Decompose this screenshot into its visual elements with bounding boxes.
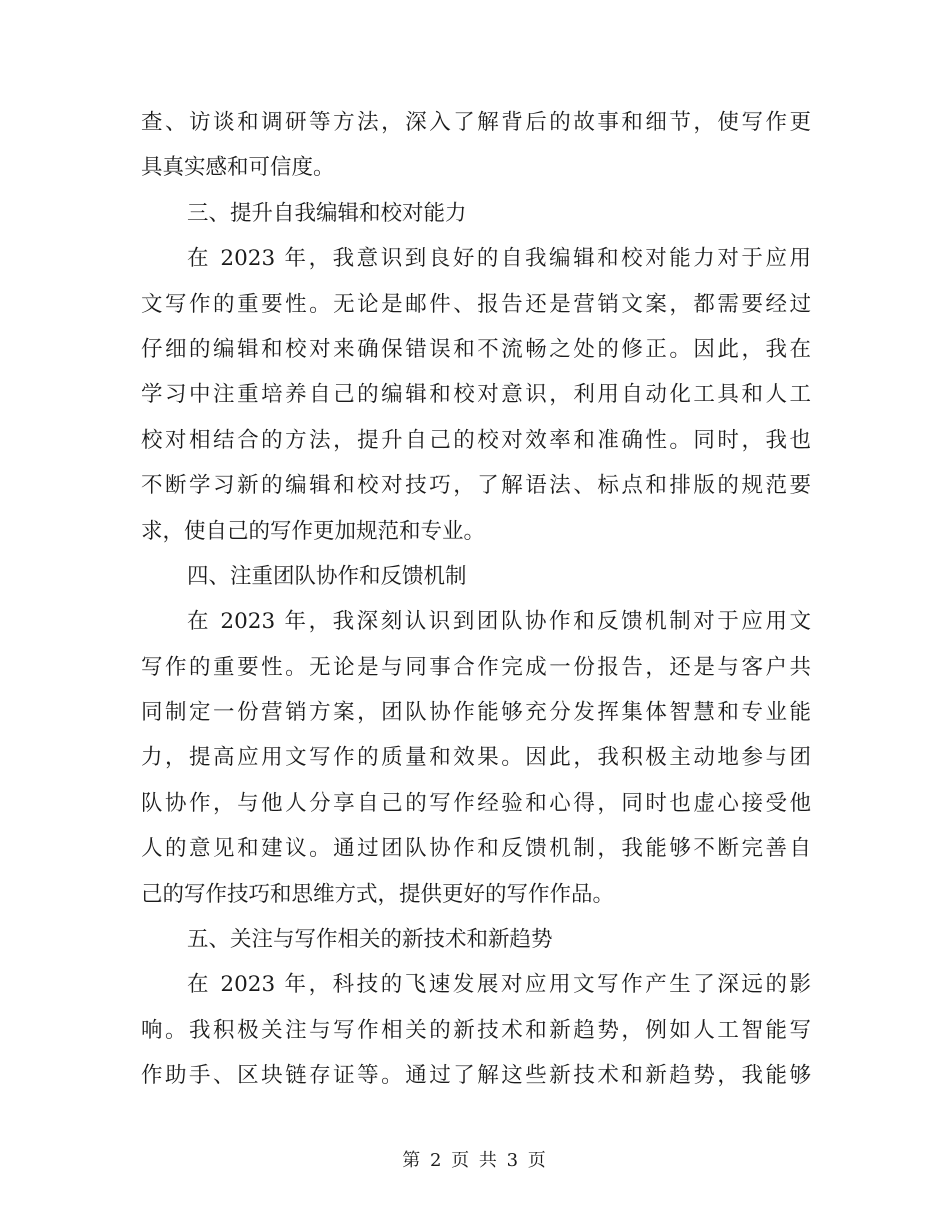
text-line: 在 2023 年，我深刻认识到团队协作和反馈机制对于应用文	[187, 609, 811, 635]
paragraph-section-3	[141, 236, 811, 554]
text-line: 人的意见和建议。通过团队协作和反馈机制，我能够不断完善自	[141, 836, 811, 862]
text-line: 查、访谈和调研等方法，深入了解背后的故事和细节，使写作更	[141, 110, 811, 135]
text-line: 己的写作技巧和思维方式，提供更好的写作作品。	[141, 881, 615, 907]
text-line: 文写作的重要性。无论是邮件、报告还是营销文案，都需要经过	[141, 291, 811, 317]
text-line: 学习中注重培养自己的编辑和校对意识，利用自动化工具和人工	[141, 382, 811, 408]
text-line: 响。我积极关注与写作相关的新技术和新趋势，例如人工智能写	[141, 1017, 811, 1043]
section-heading-4: 四、注重团队协作和反馈机制	[187, 563, 467, 589]
text-line: 队协作，与他人分享自己的写作经验和心得，同时也虚心接受他	[141, 790, 811, 816]
document-body	[141, 100, 811, 1099]
text-line: 作助手、区块链存证等。通过了解这些新技术和新趋势，我能够	[141, 1063, 811, 1089]
text-line: 写作的重要性。无论是与同事合作完成一份报告，还是与客户共	[141, 654, 811, 680]
text-line: 力，提高应用文写作的质量和效果。因此，我积极主动地参与团	[141, 745, 811, 771]
section-heading-3: 三、提升自我编辑和校对能力	[187, 200, 467, 226]
text-line: 具真实感和可信度。	[141, 155, 335, 181]
paragraph-section-4	[141, 599, 811, 917]
text-line: 求，使自己的写作更加规范和专业。	[141, 518, 486, 544]
paragraph-section-5	[141, 962, 811, 1098]
text-line: 在 2023 年，我意识到良好的自我编辑和校对能力对于应用	[187, 246, 811, 272]
text-line: 同制定一份营销方案，团队协作能够充分发挥集体智慧和专业能	[141, 700, 811, 726]
page-number-footer: 第 2 页 共 3 页	[402, 1150, 548, 1171]
text-line: 在 2023 年，科技的飞速发展对应用文写作产生了深远的影	[187, 972, 811, 998]
paragraph-continued	[141, 100, 811, 191]
text-line: 不断学习新的编辑和校对技巧，了解语法、标点和排版的规范要	[141, 473, 811, 499]
text-line: 校对相结合的方法，提升自己的校对效率和准确性。同时，我也	[141, 427, 811, 453]
section-heading-5: 五、关注与写作相关的新技术和新趋势	[187, 927, 553, 953]
text-line: 仔细的编辑和校对来确保错误和不流畅之处的修正。因此，我在	[141, 336, 811, 362]
